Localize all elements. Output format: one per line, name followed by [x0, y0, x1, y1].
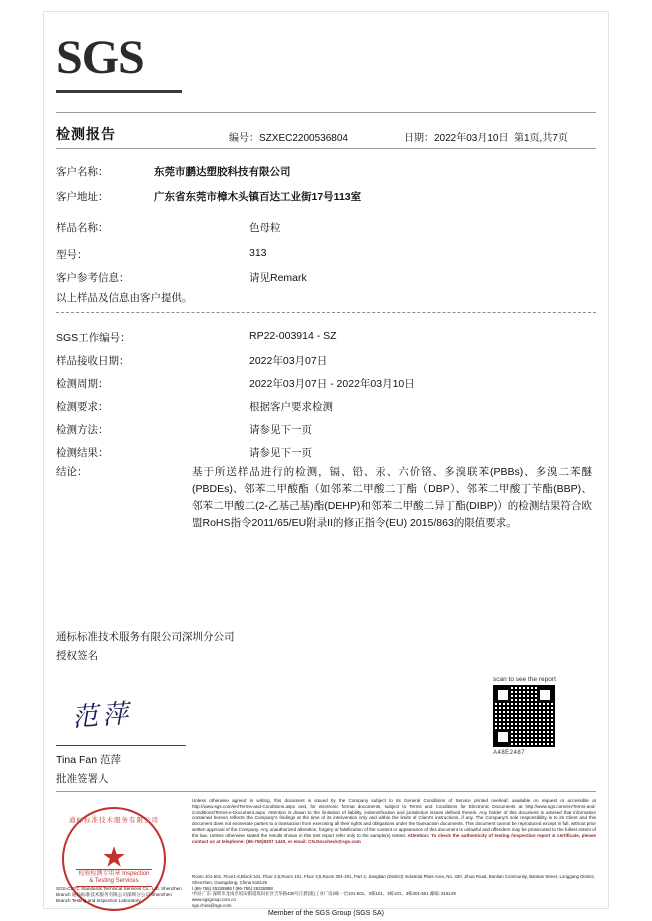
test-method-value: 请参见下一页 — [249, 424, 312, 436]
customer-address-value: 广东省东莞市樟木头镇百达工业街17号113室 — [154, 191, 362, 203]
report-number-value: SZXEC2200536804 — [259, 133, 348, 144]
stamp-top-text: 通标标准技术服务有限公司 — [69, 817, 159, 824]
report-number-label: 编号： — [229, 133, 259, 144]
page-title: 检测报告 — [56, 126, 116, 142]
customer-address-label: 客户地址： — [56, 191, 109, 203]
test-period-value: 2022年03月07日 - 2022年03月10日 — [249, 378, 415, 390]
sample-reference-value: 请见Remark — [249, 272, 307, 284]
signer-name: Tina Fan 范萍 — [56, 754, 121, 766]
header-divider — [56, 112, 596, 113]
sample-reference-label: 客户参考信息： — [56, 272, 130, 284]
section-divider-1 — [56, 312, 596, 313]
footer-disclaimer — [192, 798, 596, 844]
job-number-value: RP22-003914 - SZ — [249, 330, 337, 342]
authorized-signature-label: 授权签名 — [56, 650, 98, 662]
stamp-bar-text: 检验检测专用章 Inspection & Testing Services — [76, 869, 152, 887]
customer-name-label: 客户名称： — [56, 166, 109, 178]
footer-left-block: SGS-CSTC Standards Technical Services Co., Ltd. Shenzhen Branch 通标标准技术服务有限公司深圳分公司 Shenzhen Branch Testing and Inspection Laboratory — [56, 886, 182, 903]
customer-name-value: 东莞市鹏达塑胶科技有限公司 — [154, 166, 291, 178]
test-result-value: 请参见下一页 — [249, 447, 312, 459]
signing-company: 通标标准技术服务有限公司深圳分公司 — [56, 631, 235, 643]
signature-rule — [56, 745, 186, 746]
signer-role: 批准签署人 — [56, 773, 109, 785]
received-date-value: 2022年03月07日 — [249, 355, 328, 367]
sample-model-value: 313 — [249, 247, 267, 259]
footer-disclaimer-text: Unless otherwise agreed in writing, this document is issued by the Company subject to its General Conditions of Service printed overleaf, available on request or accessible at http://www.sgs.com/en/Terms-and-Conditions.aspx and, for electronic format documents, subject to Terms and Conditions for Electronic Documents at http://www.sgs.com/en/Terms-and-Conditions/Terms-e-Document.aspx. Attention is drawn to the limitation of liability, indemnification and jurisdiction issues defined therein. Any holder of this document is advised that information contained hereon reflects the Company's findings at the time of its intervention only and within the limits of Client's instructions, if any. The Company's sole responsibility is to its Client and this document does not exonerate parties to a transaction from exercising all their rights and obligations under the transaction documents. This document cannot be reproduced except in full, without prior written approval of the Company. Any unauthorized alteration, forgery or falsification of the content or appearance of this document is unlawful and offenders may be prosecuted to the fullest extent of the law. Unless otherwise stated the results shown in this test report refer only to the sample(s) tested. — [192, 798, 596, 838]
handwritten-signature: 范萍 — [71, 698, 134, 733]
footer-website[interactable]: www.sgsgroup.com.cn — [192, 897, 236, 903]
test-requirement-value: 根据客户要求检测 — [249, 401, 333, 413]
title-divider — [56, 148, 596, 149]
sample-note: 以上样品及信息由客户提供。 — [56, 292, 193, 304]
page-indicator: 第1页,共7页 — [514, 133, 568, 144]
footer-address — [192, 874, 596, 909]
footer-divider — [56, 791, 596, 792]
logo-underline — [56, 90, 182, 93]
footer-address-phone: t (86-755) 25328888 f (86-755) 25328888 — [192, 885, 273, 891]
report-number — [229, 129, 348, 144]
sample-name-label: 样品名称： — [56, 222, 109, 234]
qr-code-text: A48E2487 — [493, 750, 526, 756]
report-sheet — [44, 12, 608, 917]
footer-email[interactable]: sgs.china@sgs.com — [192, 902, 232, 908]
test-result-label: 检测结果： — [56, 447, 109, 459]
conclusion-text: 基于所送样品进行的检测，镉、铅、汞、六价铬、多溴联苯(PBBs)、多溴二苯醚(PBDEs)、邻苯二甲酸酯（如邻苯二甲酸二丁酯（DBP）、邻苯二甲酸丁苄酯(BBP)、邻苯二甲酸二(2-乙基己基)酯(DEHP)和邻苯二甲酸二异丁酯(DIBP)）的检测结果符合欧盟RoHS指令2011/65/EU附录II的修正指令(EU) 2015/863的限值要求。 — [192, 466, 592, 529]
sgs-logo: SGS — [56, 31, 144, 84]
job-number-label: SGS工作编号： — [56, 332, 131, 344]
test-method-label: 检测方法： — [56, 424, 109, 436]
qr-caption: scan to see the report — [493, 676, 556, 683]
star-icon: ★ — [101, 841, 127, 873]
conclusion-label: 结论： — [56, 466, 88, 478]
footer-address-cn: 中国·广东·深圳市龙岗区坂田街道坂田社区吉华路430号江碧(康)工业厂房2栋一层101-601、3栋101、3栋101、3栋301-501 邮编: 518129 — [192, 891, 456, 897]
footer-group-line: Member of the SGS Group (SGS SA) — [268, 910, 384, 917]
test-period-label: 检测周期： — [56, 378, 109, 390]
footer-address-en: Room 101-601, Floor1-6,Block 101, Floor 2,5,Room 101, Floor 3,5,Room 301-401, Part 2, Jiangtian (District) Industrial Plant Area, No. 430, Jihua Road, Bantian Community, Bantian Street, Longgang District, Shenzhen, Guangdong, China 518129 — [192, 874, 595, 885]
sample-name-value: 色母粒 — [249, 222, 281, 234]
report-date-value: 2022年03月10日 — [434, 133, 509, 144]
received-date-label: 样品接收日期： — [56, 355, 130, 367]
sample-model-label: 型号： — [56, 249, 88, 261]
test-requirement-label: 检测要求： — [56, 401, 109, 413]
qr-code-icon[interactable] — [493, 685, 555, 747]
report-date-label: 日期： — [404, 133, 434, 144]
footer-attention-text: Attention: To check the authenticity of testing /inspection report & certificate, please contact us at telephone: (86-755)8307 1443, or email: CN.Doccheck@sgs.com — [192, 832, 596, 844]
report-date — [404, 129, 509, 144]
